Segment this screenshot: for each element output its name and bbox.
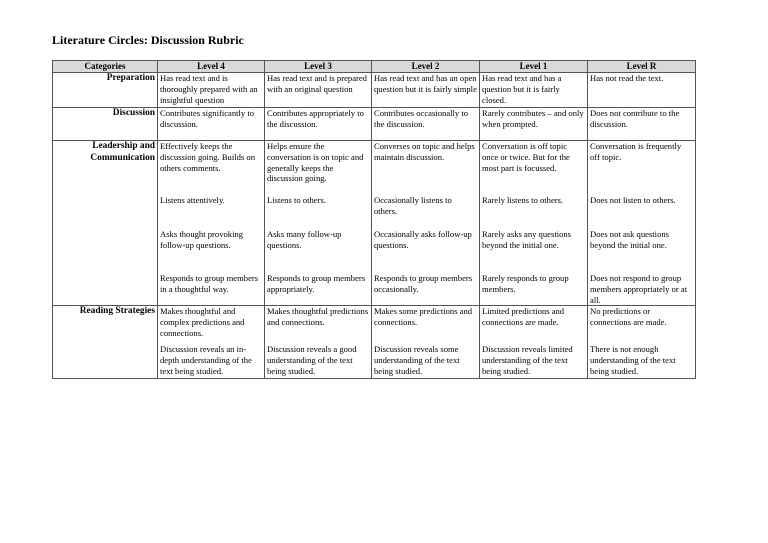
category-preparation: Preparation: [53, 73, 158, 108]
cell-leadership-level-r: [588, 141, 696, 306]
cell-preparation-level-4: Has read text and is thoroughly prepared with an insightful question: [158, 73, 265, 108]
leadership-level-3-item: Responds to group members appropriately.: [267, 273, 366, 294]
leadership-level-r-item: Does not respond to group members appropriately or at all.: [590, 273, 688, 305]
category-reading-strategies: Reading Strategies: [53, 306, 158, 379]
leadership-level-1-item: Rarely responds to group members.: [482, 273, 569, 294]
leadership-level-1-item: Rarely asks any questions beyond the initial one.: [482, 229, 572, 250]
category-leadership-communication: [53, 141, 158, 306]
cell-discussion-level-1: Rarely contributes – and only when prompted.: [480, 108, 588, 141]
leadership-level-r-item: Conversation is frequently off topic.: [590, 141, 682, 162]
leadership-level-3-item: Asks many follow-up questions.: [267, 229, 342, 250]
cell-reading-level-3: [265, 306, 372, 379]
leadership-level-1-item: Rarely listens to others.: [482, 195, 564, 205]
cell-discussion-level-2: Contributes occasionally to the discussion.: [372, 108, 480, 141]
category-discussion: Discussion: [53, 108, 158, 141]
leadership-level-4-item: Listens attentively.: [160, 195, 225, 205]
header-level-4: Level 4: [158, 61, 265, 73]
cell-leadership-level-1: [480, 141, 588, 306]
leadership-level-2-item: Responds to group members occasionally.: [374, 273, 473, 294]
leadership-level-4-item: Responds to group members in a thoughtful way.: [160, 273, 259, 294]
reading-level-1-item: Discussion reveals limited understanding of the text being studied.: [482, 344, 573, 376]
reading-level-3-item: Makes thoughtful predictions and connections.: [267, 306, 369, 328]
reading-level-1-item: Limited predictions and connections are made.: [482, 306, 565, 328]
cell-reading-level-2: [372, 306, 480, 379]
reading-level-4-item: Makes thoughtful and complex predictions and connections.: [160, 306, 245, 338]
category-leadership-line2: Communication: [90, 152, 155, 163]
row-discussion: [53, 108, 696, 141]
cell-preparation-level-2: Has read text and has an open question but it is fairly simple: [372, 73, 480, 108]
leadership-level-4-item: Effectively keeps the discussion going. Builds on others comments.: [160, 141, 256, 173]
rubric-table: [52, 60, 696, 379]
header-categories: Categories: [53, 61, 158, 73]
row-preparation: [53, 73, 696, 108]
cell-leadership-level-4: [158, 141, 265, 306]
cell-leadership-level-3: [265, 141, 372, 306]
cell-leadership-level-2: [372, 141, 480, 306]
row-leadership-communication: [53, 141, 696, 306]
leadership-level-1-item: Conversation is off topic once or twice. But for the most part is focussed.: [482, 141, 570, 173]
category-leadership-line1: Leadership and: [92, 141, 155, 151]
header-level-r: Level R: [588, 61, 696, 73]
cell-preparation-level-r: Has not read the text.: [588, 73, 696, 108]
row-reading-strategies: [53, 306, 696, 379]
reading-level-r-item: There is not enough understanding of the text being studied.: [590, 344, 676, 376]
header-level-2: Level 2: [372, 61, 480, 73]
header-row: [53, 61, 696, 73]
cell-reading-level-r: [588, 306, 696, 379]
leadership-level-r-item: Does not ask questions beyond the initial one.: [590, 229, 670, 250]
leadership-level-3-item: Helps ensure the conversation is on topic and generally keeps the discussion going.: [267, 141, 364, 184]
reading-level-4-item: Discussion reveals an in-depth understanding of the text being studied.: [160, 344, 252, 376]
leadership-level-4-item: Asks thought provoking follow-up questions.: [160, 229, 244, 250]
reading-level-2-item: Makes some predictions and connections.: [374, 306, 473, 328]
reading-level-2-item: Discussion reveals some understanding of the text being studied.: [374, 344, 460, 376]
cell-reading-level-4: [158, 306, 265, 379]
cell-preparation-level-3: Has read text and is prepared with an original question: [265, 73, 372, 108]
leadership-level-2-item: Occasionally asks follow-up questions.: [374, 229, 472, 250]
cell-discussion-level-3: Contributes appropriately to the discussion.: [265, 108, 372, 141]
leadership-level-2-item: Occasionally listens to others.: [374, 195, 452, 216]
leadership-level-3-item: Listens to others.: [267, 195, 326, 205]
reading-level-3-item: Discussion reveals a good understanding of the text being studied.: [267, 344, 357, 376]
cell-discussion-level-r: Does not contribute to the discussion.: [588, 108, 696, 141]
cell-preparation-level-1: Has read text and has a question but it is fairly closed.: [480, 73, 588, 108]
leadership-level-2-item: Converses on topic and helps maintain discussion.: [374, 141, 475, 162]
cell-discussion-level-4: Contributes significantly to discussion.: [158, 108, 265, 141]
document-title: Literature Circles: Discussion Rubric: [52, 33, 244, 47]
header-level-1: Level 1: [480, 61, 588, 73]
cell-reading-level-1: [480, 306, 588, 379]
header-level-3: Level 3: [265, 61, 372, 73]
leadership-level-r-item: Does not listen to others.: [590, 195, 676, 205]
reading-level-r-item: No predictions or connections are made.: [590, 306, 667, 328]
